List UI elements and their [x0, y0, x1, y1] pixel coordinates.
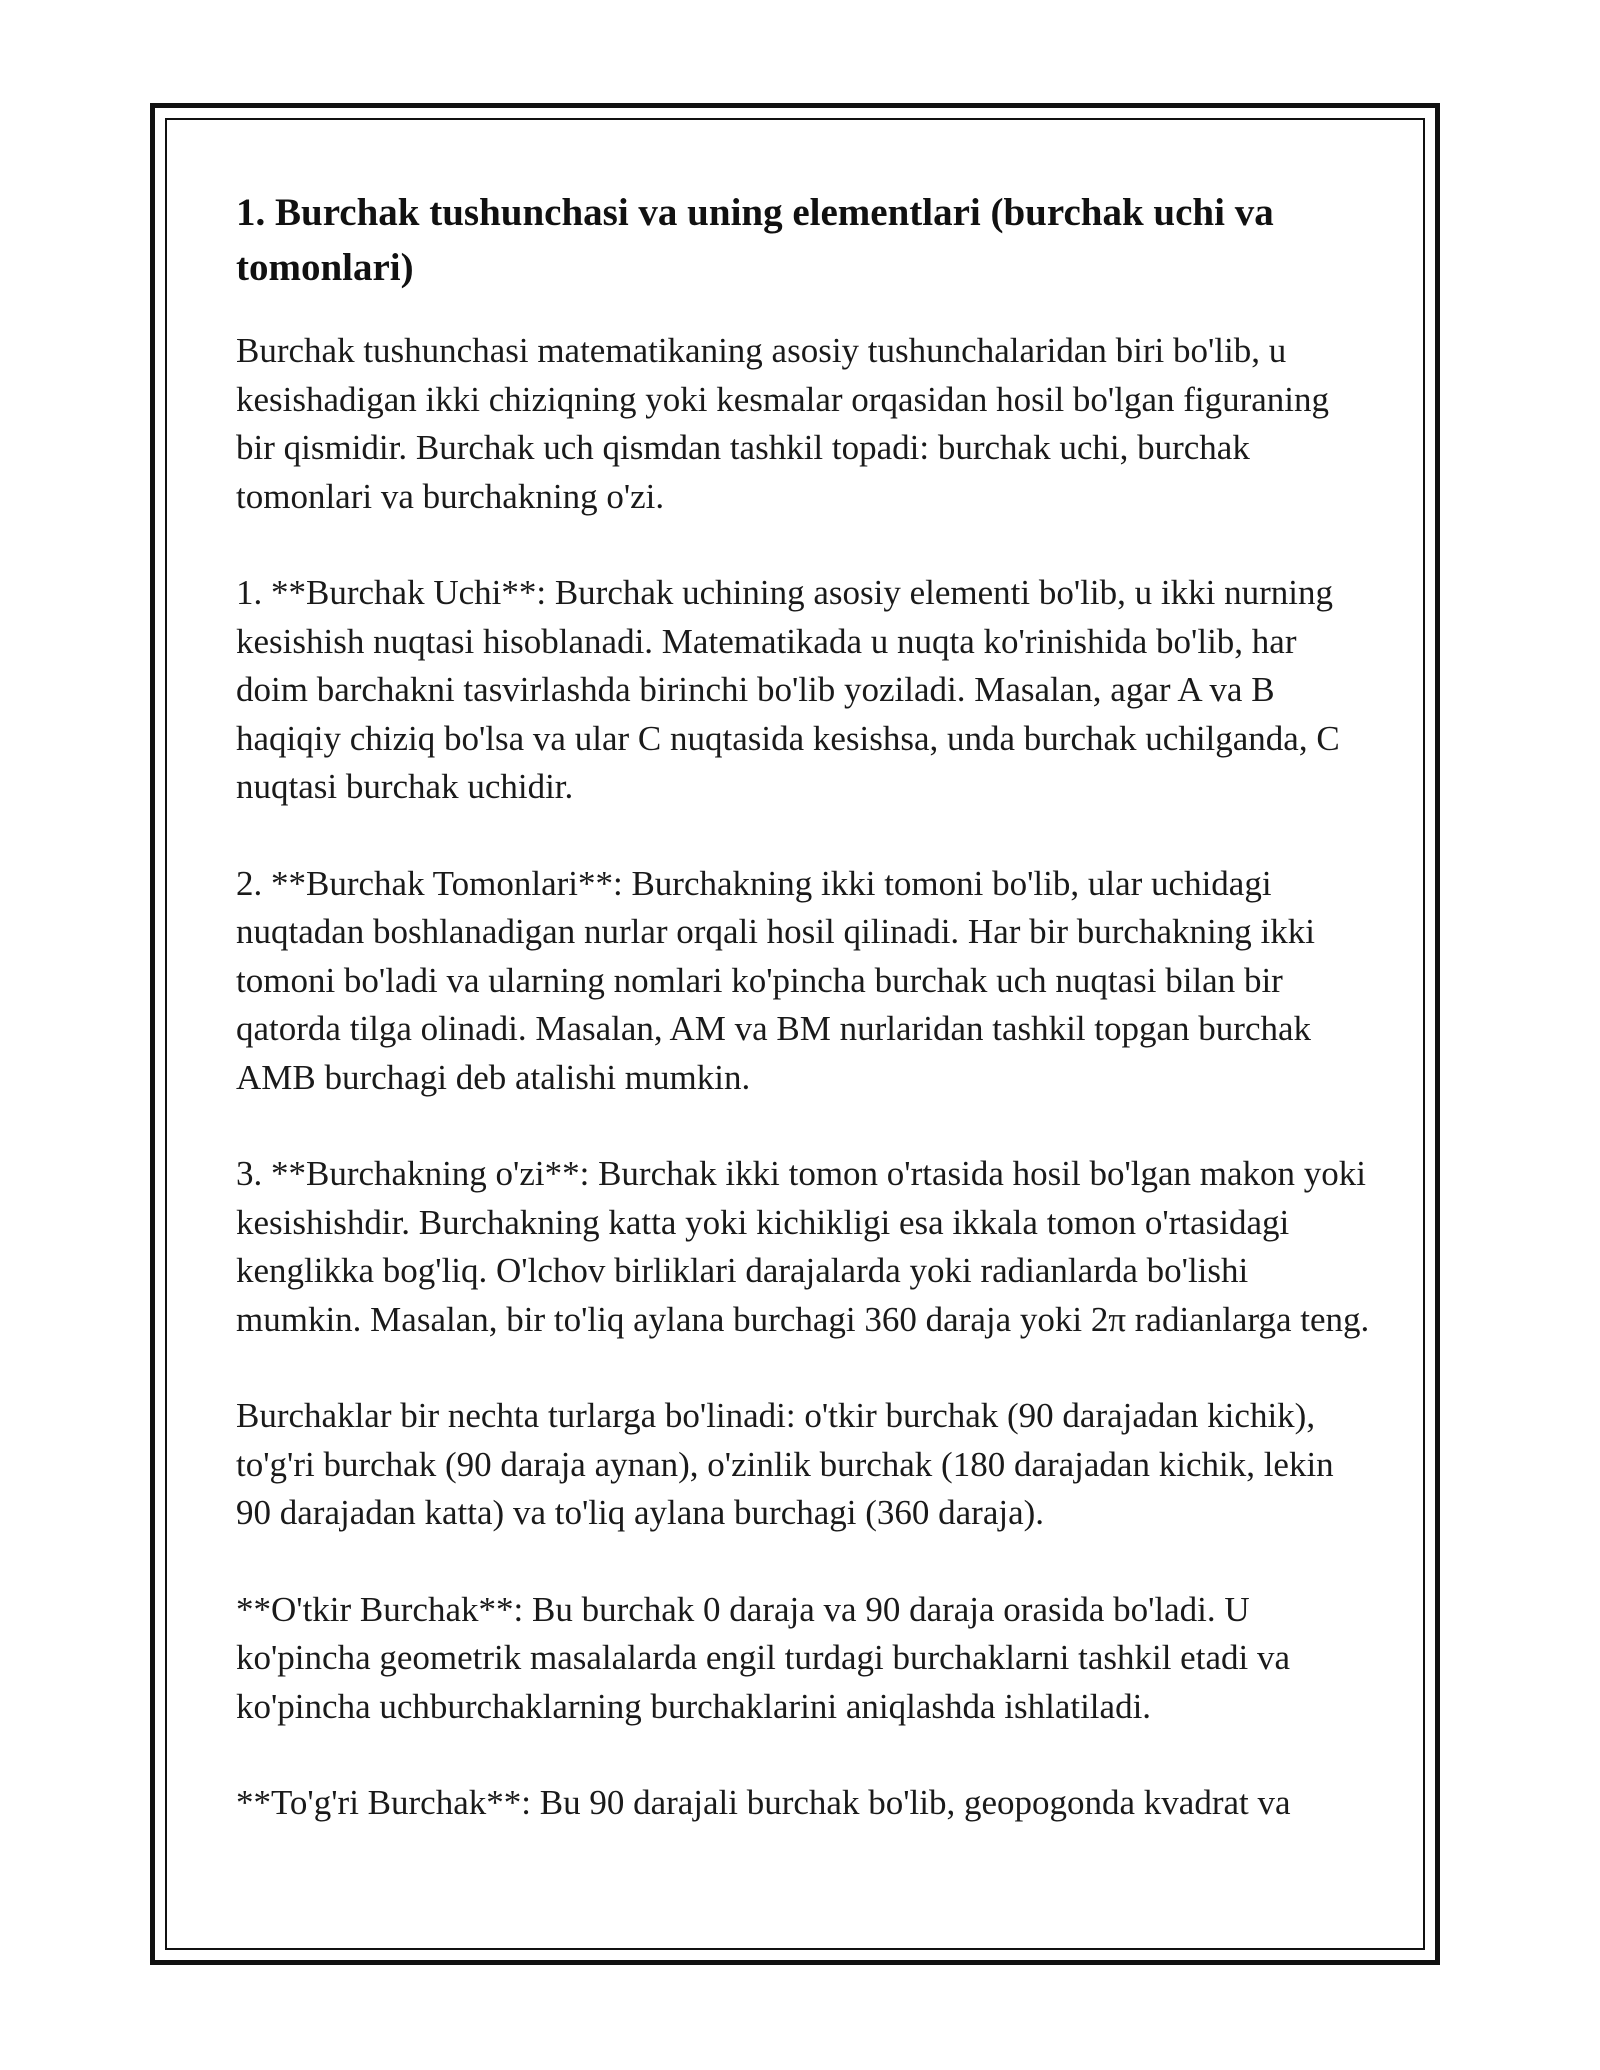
paragraph-right-angle: **To'g'ri Burchak**: Bu 90 darajali burchak bo'lib, geopogonda kvadrat va [236, 1783, 1291, 1822]
section-heading: 1. Burchak tushunchasi va uning elementlari (burchak uchi va tomonlari) [236, 191, 1274, 289]
paragraph-acute-angle: **O'tkir Burchak**: Bu burchak 0 daraja va 90 daraja orasida bo'ladi. U ko'pincha geometrik masalalarda engil turdagi burchaklarni tashkil etadi va ko'pincha uchburchaklarning burchaklarini aniqlashda ishlatiladi. [236, 1589, 1290, 1726]
document-body [236, 185, 1376, 1876]
paragraph-vertex: 1. **Burchak Uchi**: Burchak uchining asosiy elementi bo'lib, u ikki nurning kesishish nuqtasi hisoblanadi. Matematikada u nuqta ko'rinishida bo'lib, har doim barchakni tasvirlashda birinchi bo'lib yoziladi. Masalan, agar A va B haqiqiy chiziq bo'lsa va ular C nuqtasida kesishsa, unda burchak uchilganda, C nuqtasi burchak uchidir. [236, 573, 1340, 806]
paragraph-intro: Burchak tushunchasi matematikaning asosiy tushunchalaridan biri bo'lib, u kesishadigan ikki chiziqning yoki kesmalar orqasidan hosil bo'lgan figuraning bir qismidir. Burchak uch qismdan tashkil topadi: burchak uchi, burchak tomonlari va burchakning o'zi. [236, 331, 1330, 516]
paragraph-sides: 2. **Burchak Tomonlari**: Burchakning ikki tomoni bo'lib, ular uchidagi nuqtadan boshlanadigan nurlar orqali hosil qilinadi. Har bir burchakning ikki tomoni bo'ladi va ularning nomlari ko'pincha burchak uch nuqtasi bilan bir qatorda tilga olinadi. Masalan, AM va BM nurlaridan tashkil topgan burchak AMB burchagi deb atalishi mumkin. [236, 863, 1315, 1097]
paragraph-angle-types: Burchaklar bir nechta turlarga bo'linadi: o'tkir burchak (90 darajadan kichik), to'g'ri burchak (90 daraja aynan), o'zinlik burchak (180 darajadan kichik, lekin 90 darajadan katta) va to'liq aylana burchagi (360 daraja). [236, 1396, 1334, 1532]
paragraph-angle-itself: 3. **Burchakning o'zi**: Burchak ikki tomon o'rtasida hosil bo'lgan makon yoki kesishishdir. Burchakning katta yoki kichikligi esa ikkala tomon o'rtasidagi kenglikka bog'liq. O'lchov birliklari darajalarda yoki radianlarda bo'lishi mumkin. Masalan, bir to'liq aylana burchagi 360 daraja yoki 2π radianlarga teng. [236, 1154, 1370, 1339]
